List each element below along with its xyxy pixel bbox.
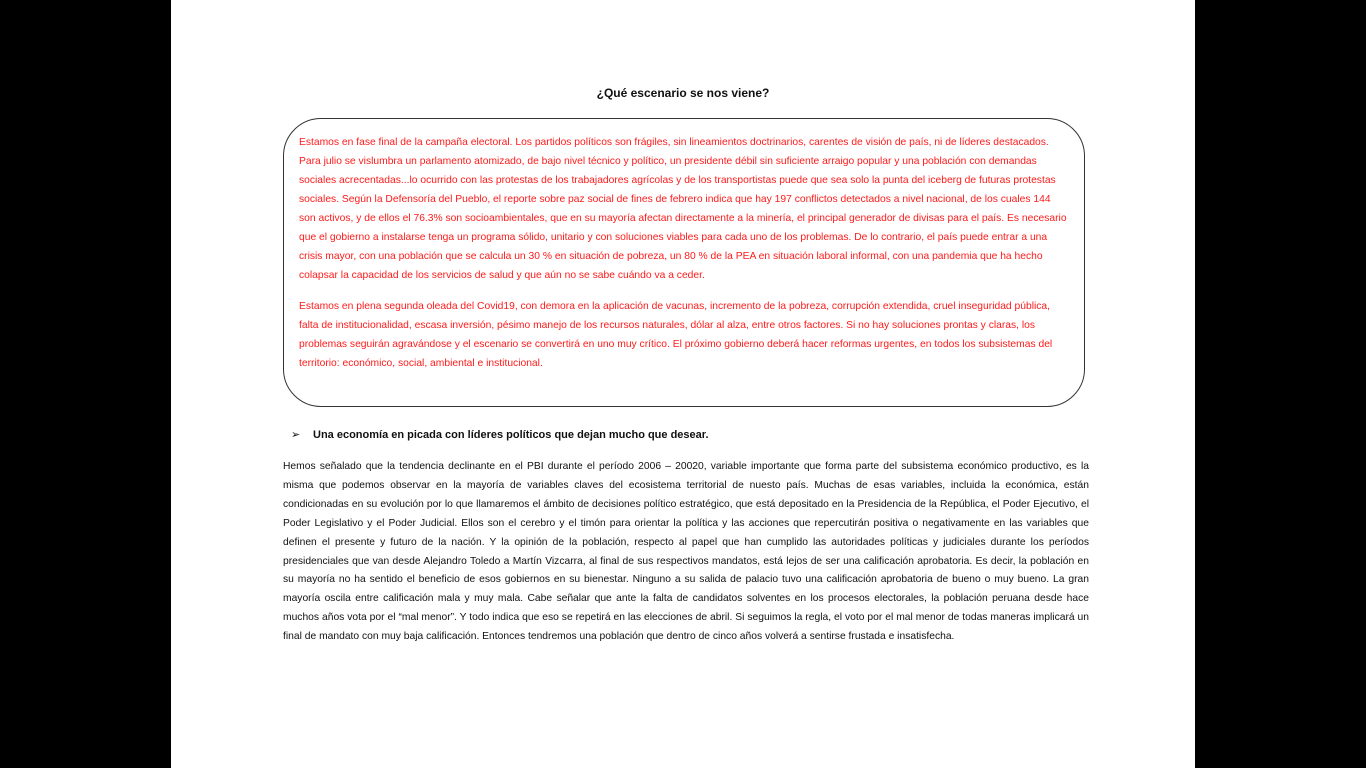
highlight-box: [283, 118, 1085, 407]
body-paragraph: Hemos señalado que la tendencia declinante en el PBI durante el período 2006 – 20020, variable importante que forma parte del subsistema económico productivo, es la misma que podemos observar en la mayoría de variables claves del ecosistema territorial de nuesto país. Muchas de esas variables, incluida la económica, están condicionadas en su evolución por lo que llamaremos el ámbito de decisiones político estratégico, que está depositado en la Presidencia de la República, el Poder Ejecutivo, el Poder Legislativo y el Poder Judicial. Ellos son el cerebro y el timón para orientar la política y las acciones que repercutirán positiva o negativamente en las variables que definen el presente y futuro de la nación. Y la opinión de la población, respecto al papel que han cumplido las autoridades políticas y judiciales durante los períodos presidenciales que van desde Alejandro Toledo a Martín Vizcarra, al final de sus respectivos mandatos, está lejos de ser una calificación aprobatoria. Es decir, la población en su mayoría no ha sentido el beneficio de esos gobiernos en su bienestar. Ninguno a su salida de palacio tuvo una calificación aprobatoria de bueno o muy bueno. La gran mayoría oscila entre calificación mala y muy mala. Cabe señalar que ante la falta de candidatos solventes en los procesos electorales, la población peruana desde hace muchos años vota por el “mal menor”. Y todo indica que eso se repetirá en las elecciones de abril. Si seguimos la regla, el voto por el mal menor de todas maneras implicará un final de mandato con muy baja calificación. Entonces tendremos una población que dentro de cinco años volverá a sentirse frustada e insatisfecha.: [283, 461, 1089, 643]
box-paragraph-2: Estamos en plena segunda oleada del Covid19, con demora en la aplicación de vacunas, incremento de la pobreza, corrupción extendida, cruel inseguridad pública, falta de institucionalidad, escasa inversión, pésimo manejo de los recursos naturales, dólar al alza, entre otros factores. Si no hay soluciones prontas y claras, los problemas seguirán agravándose y el escenario se convertirá en uno muy crítico. El próximo gobierno deberá hacer reformas urgentes, en todos los subsistemas del territorio: económico, social, ambiental e institucional.: [299, 301, 1053, 369]
box-paragraph-1: Estamos en fase final de la campaña electoral. Los partidos políticos son frágiles, sin lineamientos doctrinarios, carentes de visión de país, ni de líderes destacados. Para julio se vislumbra un parlamento atomizado, de bajo nivel técnico y político, un presidente débil sin suficiente arraigo popular y una población con demandas sociales acrecentadas...lo ocurrido con las protestas de los trabajadores agrícolas y de los transportistas puede que sea solo la punta del iceberg de futuras protestas sociales. Según la Defensoría del Pueblo, el reporte sobre paz social de fines de febrero indica que hay 197 conflictos detectados a nivel nacional, de los cuales 144 son activos, y de ellos el 76.3% son socioambientales, que en su mayoría afectan directamente a la minería, el principal generador de divisas para el país. Es necesario que el gobierno a instalarse tenga un programa sólido, unitario y con soluciones viables para cada uno de los problemas. De lo contrario, el país puede entrar a una crisis mayor, con una población que se calcula un 30 % en situación de pobreza, un 80 % de la PEA en situación laboral informal, con una pandemia que ha hecho colapsar la capacidad de los servicios de salud y que aún no se sabe cuándo va a ceder.: [299, 137, 1067, 281]
document-page: [171, 0, 1195, 768]
page-title: ¿Qué escenario se nos viene?: [596, 86, 770, 100]
arrow-bullet-icon: ➢: [291, 429, 301, 441]
section-heading: [291, 428, 709, 441]
section-heading-text: Una economía en picada con líderes políticos que dejan mucho que desear.: [313, 428, 709, 441]
